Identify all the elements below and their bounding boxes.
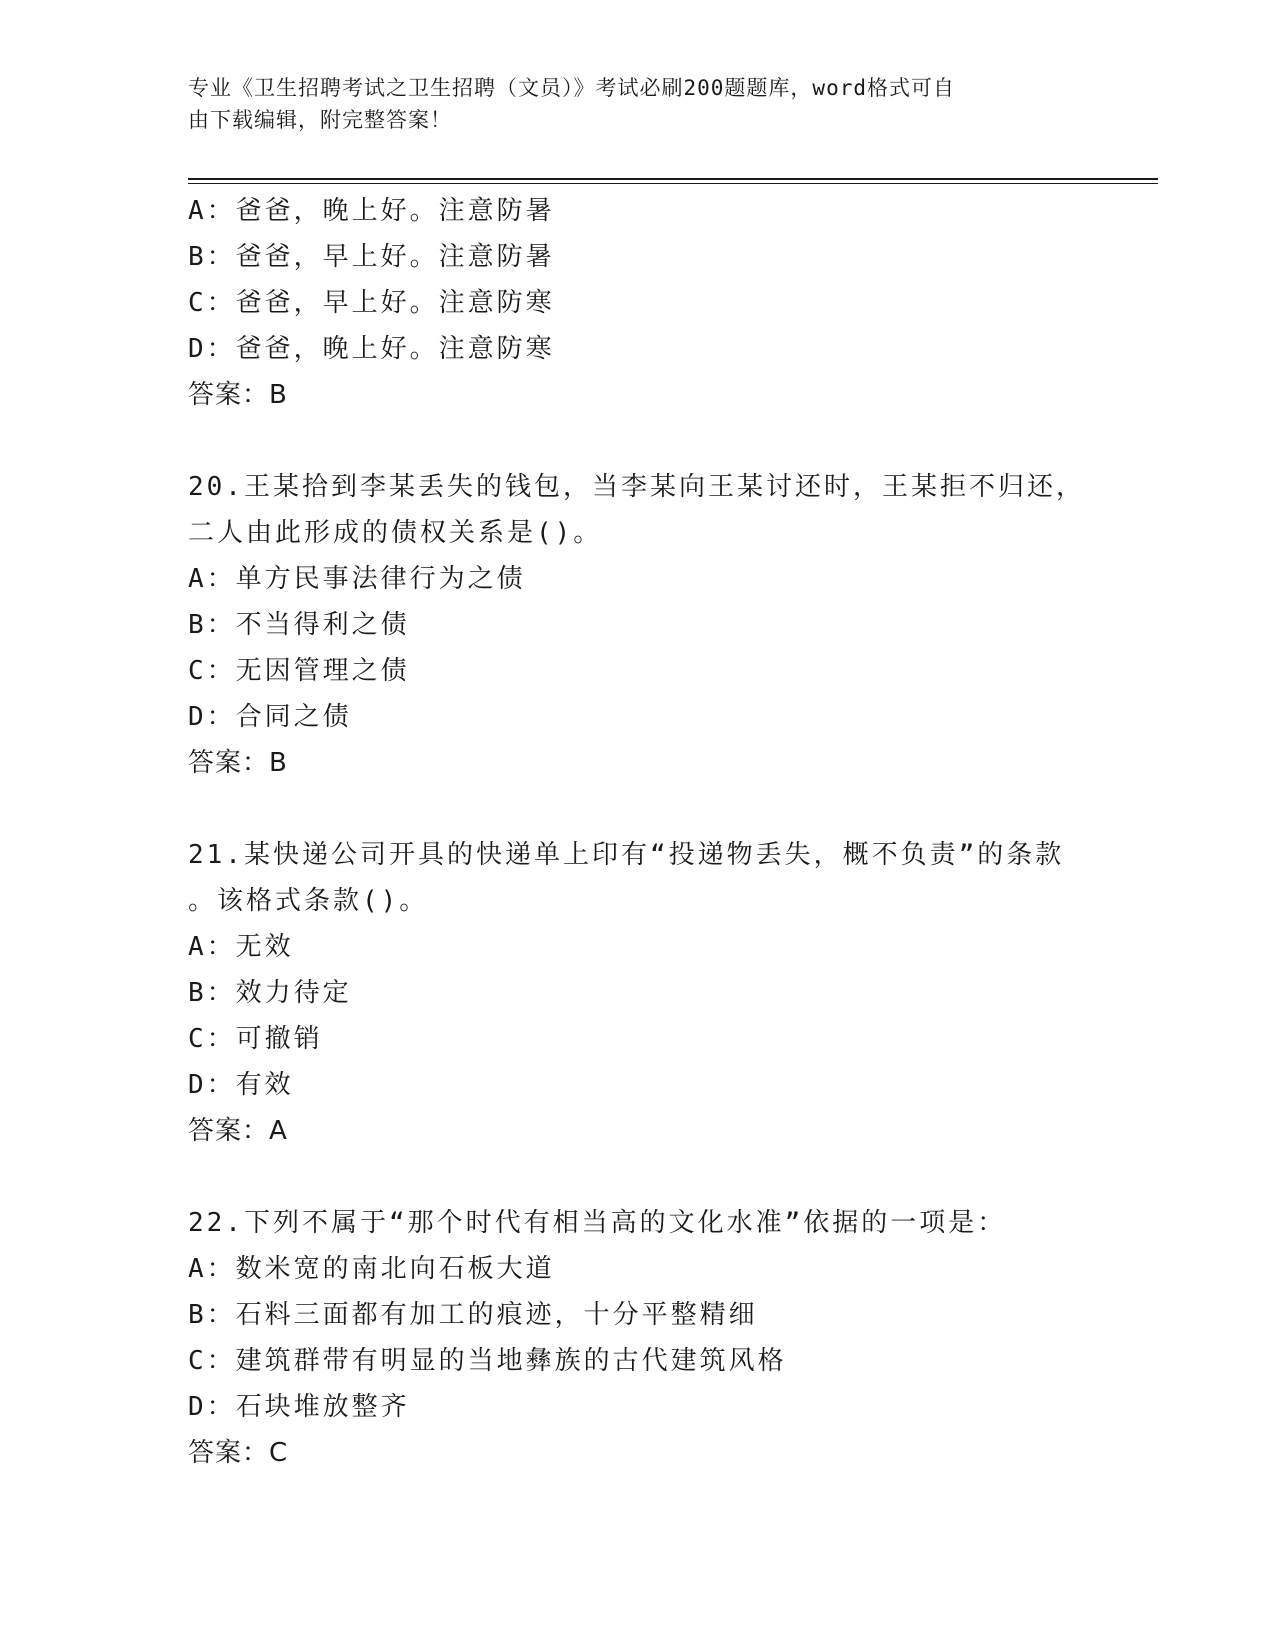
option-a: A：无效: [188, 932, 294, 962]
spacer: [188, 1154, 1148, 1200]
answer-line: 答案：C: [188, 1438, 289, 1468]
question-stem-line: 21.某快递公司开具的快递单上印有“投递物丢失，概不负责”的条款: [188, 840, 1065, 870]
answer-line: 答案：B: [188, 748, 288, 778]
option-d: D：石块堆放整齐: [188, 1392, 410, 1422]
option-c: C：爸爸，早上好。注意防寒: [188, 288, 555, 318]
option-c: C：建筑群带有明显的当地彝族的古代建筑风格: [188, 1346, 787, 1376]
question-list: [188, 188, 1148, 1476]
option-d: D：合同之债: [188, 702, 352, 732]
question-block-22: [188, 1200, 1148, 1476]
option-d: D：有效: [188, 1070, 294, 1100]
option-b: B：不当得利之债: [188, 610, 410, 640]
answer-line: 答案：B: [188, 380, 288, 410]
option-b: B：石料三面都有加工的痕迹，十分平整精细: [188, 1300, 758, 1330]
option-a: A：爸爸，晚上好。注意防暑: [188, 196, 555, 226]
question-block-21: [188, 832, 1148, 1154]
option-c: C：可撤销: [188, 1024, 323, 1054]
option-b: B：效力待定: [188, 978, 352, 1008]
option-d: D：爸爸，晚上好。注意防寒: [188, 334, 555, 364]
question-block-19: [188, 188, 1148, 418]
header-line-1: 专业《卫生招聘考试之卫生招聘（文员）》考试必刷200题题库，word格式可自: [188, 76, 955, 100]
question-stem-line: 20.王某拾到李某丢失的钱包，当李某向王某讨还时，王某拒不归还，: [188, 472, 1085, 502]
answer-line: 答案：A: [188, 1116, 288, 1146]
header-divider-thin: [188, 183, 1158, 184]
header-line-2: 由下载编辑，附完整答案！: [188, 108, 452, 132]
document-header: [188, 72, 1068, 136]
option-a: A：数米宽的南北向石板大道: [188, 1254, 555, 1284]
question-block-20: [188, 464, 1148, 786]
question-stem-line: 22.下列不属于“那个时代有相当高的文化水准”依据的一项是：: [188, 1208, 1007, 1238]
question-stem-line: 。该格式条款()。: [188, 886, 429, 916]
option-c: C：无因管理之债: [188, 656, 410, 686]
header-divider-thick: [188, 178, 1158, 180]
spacer: [188, 786, 1148, 832]
option-b: B：爸爸，早上好。注意防暑: [188, 242, 555, 272]
question-stem-line: 二人由此形成的债权关系是()。: [188, 518, 603, 548]
spacer: [188, 418, 1148, 464]
option-a: A：单方民事法律行为之债: [188, 564, 526, 594]
